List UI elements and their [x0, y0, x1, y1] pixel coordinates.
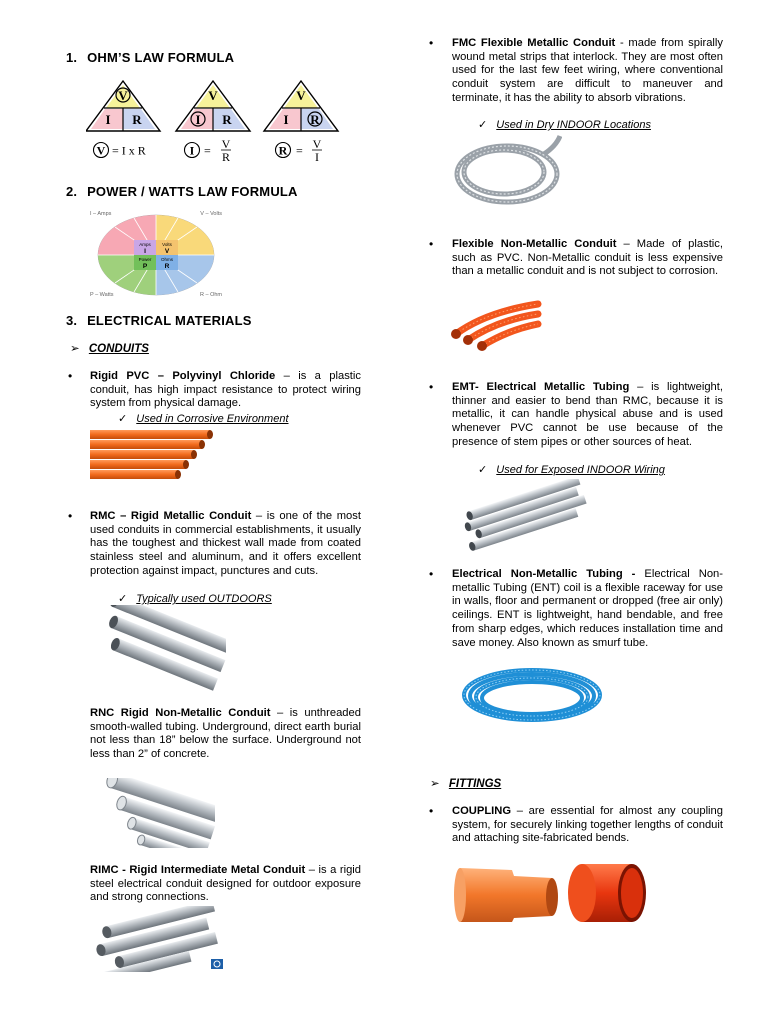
rmc-pipes-image [96, 605, 226, 693]
wheel-label-watts: P – Watts [90, 292, 114, 298]
pvc-text: – is a plastic conduit, has high impact resistance to protect wiring system from physical damage. [90, 370, 361, 410]
tri3-v: V [296, 88, 306, 103]
rimc-paragraph [90, 864, 361, 905]
section-3-number: 3. [66, 313, 78, 328]
power-wheel-diagram [88, 208, 224, 298]
rmc-title: RMC – Rigid Metallic Conduit [90, 510, 252, 522]
fittings-label: FITTINGS [448, 778, 502, 790]
svg-text:R: R [278, 143, 288, 158]
wheel-center-p: P [142, 263, 148, 270]
wheel-center-volts: Volts [162, 242, 172, 247]
emt-tubing-image [457, 479, 587, 551]
fmc-flexible-conduit-image [452, 134, 562, 210]
rimc-text: – is a rigid steel electrical conduit designed for outdoor exposure and strong connections. [90, 864, 361, 904]
arrow-icon: ➢ [70, 343, 80, 355]
rmc-note [118, 592, 272, 605]
conduits-label: CONDUITS [88, 343, 149, 355]
rimc-pipes-image [90, 906, 226, 972]
tri2-v: V [208, 88, 218, 103]
tri1-v: V [118, 88, 128, 103]
emt-note-text: Used for Exposed INDOOR Wiring [496, 464, 665, 476]
fittings-subheading [430, 776, 501, 790]
rmc-paragraph [90, 510, 361, 579]
section-2-title: POWER / WATTS LAW FORMULA [87, 184, 298, 199]
coupling-text: – are essential for almost any coupling system, for securely linking together lengths of conduit and attaching site-fabricated bends. [452, 805, 723, 845]
fnmc-text: – Made of plastic, such as PVC. Non-Metallic conduit is less expensive than a metallic conduit and is not subject to corrosion. [452, 238, 723, 278]
section-2-heading [66, 184, 298, 199]
wheel-label-amps: I – Amps [90, 211, 112, 217]
bullet-icon: • [429, 237, 434, 251]
check-icon: ✓ [118, 593, 128, 605]
arrow-icon: ➢ [430, 778, 440, 790]
section-2-number: 2. [66, 184, 78, 199]
svg-text:V: V [221, 137, 231, 151]
formula-r [276, 137, 323, 164]
emt-text: – is lightweight, thinner and easier to bend than RMC, because it is metallic, it can handle physical abuse and is used whenever PVC cannot be use because of the presence of stem pipes or other sources of heat. [452, 381, 723, 448]
ent-paragraph [452, 568, 723, 650]
coupling-2 [568, 864, 646, 922]
coupling-image [452, 856, 732, 926]
tri1-r: R [132, 112, 142, 127]
svg-text:= I x R: = I x R [112, 143, 146, 158]
bullet-icon: • [429, 567, 434, 581]
fmc-note [478, 118, 651, 131]
coupling-title: COUPLING [452, 805, 512, 817]
wheel-center-r: R [164, 263, 170, 270]
wheel-center-i: I [144, 248, 146, 255]
pvc-title: Rigid PVC – Polyvinyl Chloride [90, 370, 276, 382]
svg-text:=: = [296, 143, 303, 158]
tri2-r: R [222, 112, 232, 127]
emt-title: EMT- Electrical Metallic Tubing [452, 381, 630, 393]
wheel-label-ohms: R – Ohm [199, 292, 222, 298]
pvc-note [118, 412, 289, 425]
emt-paragraph [452, 381, 723, 450]
bullet-icon: • [429, 36, 434, 50]
rimc-title: RIMC - Rigid Intermediate Metal Conduit [90, 864, 306, 876]
ohm-triangle-v [86, 81, 160, 131]
svg-text:R: R [221, 150, 231, 164]
wheel-center-v: V [164, 248, 170, 255]
rmc-text: – is one of the most used conduits in commercial establishments, it usually has the toughest and thickest wall made from coated stainless steel and aluminum, and it offers excellent protection against impact, punctures and cuts. [90, 510, 361, 577]
wheel-label-volts: V – Volts [200, 211, 222, 217]
wheel-center-ohms: Ohms [160, 257, 174, 262]
check-icon: ✓ [118, 413, 128, 425]
rnc-title: RNC Rigid Non-Metallic Conduit [90, 707, 271, 719]
formula-i [185, 137, 232, 164]
rnc-paragraph [90, 707, 361, 762]
ohm-triangle-r [264, 81, 338, 131]
svg-text:I: I [315, 150, 319, 164]
ent-text: Electrical Non-metallic Tubing (ENT) coil is a flexible raceway for use in walls, floor and permanent or dropped (free air only) ceilings. ENT is lightweight, hand bendable, and free from sharp edges, which reduces installation time and save money. Also known as smurf tube. [452, 568, 723, 649]
fnmc-title: Flexible Non-Metallic Conduit [452, 238, 617, 250]
emt-note [478, 463, 665, 476]
check-icon: ✓ [478, 119, 488, 131]
coupling-1 [454, 868, 558, 922]
svg-text:V: V [96, 143, 106, 158]
tri1-i: I [105, 112, 111, 127]
wheel-center-power: Power [138, 257, 152, 262]
svg-text:=: = [204, 143, 211, 158]
fmc-title: FMC Flexible Metallic Conduit [452, 37, 616, 49]
tri3-r: R [310, 112, 320, 127]
bullet-icon: • [68, 509, 73, 523]
ohm-triangle-i [176, 81, 250, 131]
svg-text:V: V [312, 137, 322, 151]
section-1-number: 1. [66, 50, 78, 65]
formula-v [94, 143, 146, 158]
bullet-icon: • [429, 804, 434, 818]
section-3-heading [66, 313, 252, 328]
pvc-pipes-image [90, 428, 215, 480]
rnc-pipes-image [90, 778, 215, 848]
fnmc-paragraph [452, 238, 723, 279]
fmc-note-text: Used in Dry INDOOR Locations [496, 119, 651, 131]
pvc-paragraph [90, 370, 361, 411]
check-icon: ✓ [478, 464, 488, 476]
ent-blue-coil-image [460, 665, 605, 727]
fmc-text: - made from spirally wound metal strips that interlock. They are most often used for the last few feet wiring, where conventional conduit system are difficult to maneuver and terminate, it has the ability to absorb vibrations. [452, 37, 723, 104]
bullet-icon: • [68, 369, 73, 383]
section-1-heading [66, 50, 234, 65]
coupling-paragraph [452, 805, 723, 846]
tri3-i: I [283, 112, 289, 127]
conduits-subheading [70, 341, 149, 355]
tri2-i: I [195, 112, 201, 127]
bullet-icon: • [429, 380, 434, 394]
ent-title: Electrical Non-Metallic Tubing - [452, 568, 636, 580]
fmc-paragraph [452, 37, 723, 106]
ohm-triangles [86, 78, 346, 168]
svg-text:I: I [189, 143, 195, 158]
pvc-note-text: Used in Corrosive Environment [136, 413, 289, 425]
rmc-note-text: Typically used OUTDOORS [136, 593, 272, 605]
rnc-text: – is unthreaded smooth-walled tubing. Underground, direct earth burial not less than 18” below the surface. Underground not less than 2” of concrete. [90, 707, 361, 761]
fnmc-orange-conduit-image [450, 296, 542, 356]
section-1-title: OHM’S LAW FORMULA [87, 50, 235, 65]
section-3-title: ELECTRICAL MATERIALS [87, 313, 252, 328]
wheel-center-amps: Amps [139, 242, 151, 247]
